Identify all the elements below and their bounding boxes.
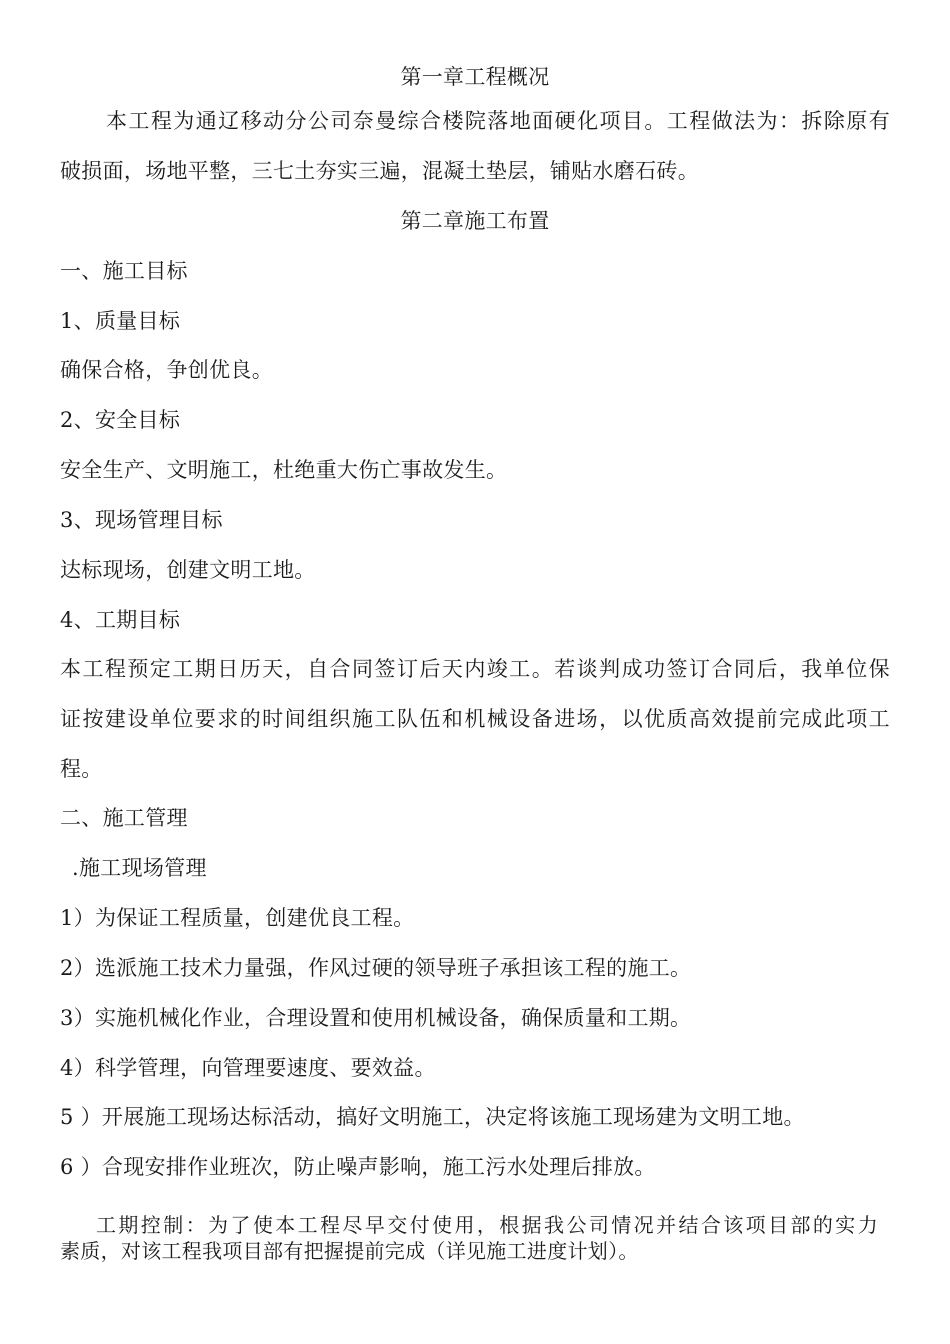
goal2-text: 安全生产、文明施工，杜绝重大伤亡事故发生。 <box>60 458 508 482</box>
goal4-heading: 4、工期目标 <box>60 608 181 632</box>
list-item: 5 ）开展施工现场达标活动，搞好文明施工，决定将该施工现场建为文明工地。 <box>60 1105 805 1129</box>
goal1-text: 确保合格，争创优良。 <box>60 358 273 382</box>
chapter1-title: 第一章工程概况 <box>400 65 550 89</box>
goal1-heading: 1、质量目标 <box>60 309 181 333</box>
section1-heading: 一、施工目标 <box>60 259 188 283</box>
schedule-control-line-1: 工期控制：为了使本工程尽早交付使用，根据我公司情况并结合该项目部的实力 <box>96 1213 878 1237</box>
chapter2-title: 第二章施工布置 <box>400 209 550 233</box>
section2-heading: 二、施工管理 <box>60 806 188 830</box>
goal4-line-1: 本工程预定工期日历天，自合同签订后天内竣工。若谈判成功签订合同后，我单位保 <box>60 657 890 681</box>
goal4-line-2: 证按建设单位要求的时间组织施工队伍和机械设备进场，以优质高效提前完成此项工 <box>60 707 890 731</box>
list-item: 3）实施机械化作业，合理设置和使用机械设备，确保质量和工期。 <box>60 1006 692 1030</box>
overview-line-1: 本工程为通辽移动分公司奈曼综合楼院落地面硬化项目。工程做法为：拆除原有 <box>106 109 890 133</box>
schedule-control-line-2: 素质，对该工程我项目部有把握提前完成（详见施工进度计划）。 <box>60 1239 639 1263</box>
overview-line-2: 破损面，场地平整，三七土夯实三遍，混凝土垫层，铺贴水磨石砖。 <box>60 159 699 183</box>
goal3-text: 达标现场，创建文明工地。 <box>60 558 316 582</box>
list-item: 4）科学管理，向管理要速度、要效益。 <box>60 1056 436 1080</box>
list-item: 6 ）合现安排作业班次，防止噪声影响，施工污水处理后排放。 <box>60 1155 656 1179</box>
goal3-heading: 3、现场管理目标 <box>60 508 223 532</box>
goal2-heading: 2、安全目标 <box>60 408 181 432</box>
goal4-line-3: 程。 <box>60 757 103 781</box>
list-item: 1）为保证工程质量，创建优良工程。 <box>60 906 415 930</box>
list-item: 2）选派施工技术力量强，作风过硬的领导班子承担该工程的施工。 <box>60 956 692 980</box>
site-management-heading: .施工现场管理 <box>72 856 207 880</box>
